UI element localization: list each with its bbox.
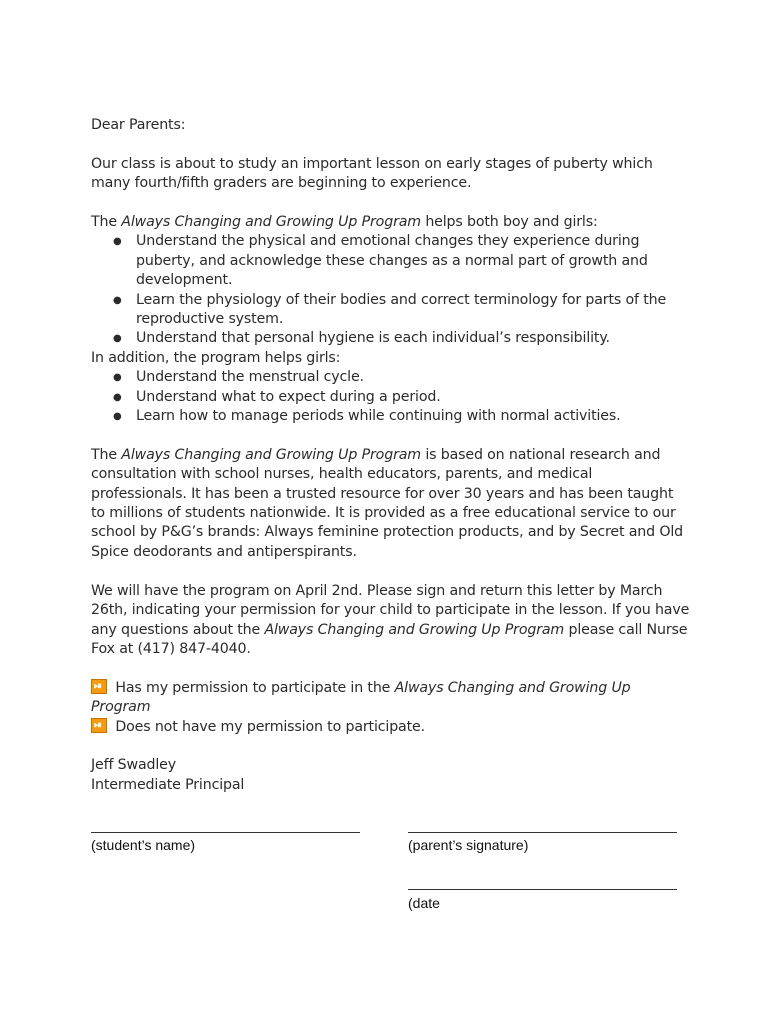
letter-body: [91, 116, 691, 795]
list-item: ● Understand what to expect during a period.: [136, 388, 691, 407]
both-benefits-list: [91, 232, 691, 348]
option-yes-text: Has my permission to participate in the: [111, 679, 395, 696]
checkbox-icon[interactable]: ⏯: [91, 679, 107, 694]
permission-option-no[interactable]: [91, 718, 691, 737]
list-item: ● Understand the menstrual cycle.: [136, 368, 691, 387]
checkbox-icon[interactable]: ⏯: [91, 718, 107, 733]
list-item: ● Learn the physiology of their bodies and correct terminology for parts of the reproductive system.: [136, 291, 691, 330]
program-prefix: The: [91, 214, 122, 230]
background-prefix: The: [91, 446, 122, 463]
student-name-line[interactable]: [91, 832, 360, 833]
signer-title: Intermediate Principal: [91, 776, 245, 793]
girls-intro: In addition, the program helps girls:: [91, 349, 341, 366]
parent-signature-label: (parent’s signature): [408, 837, 529, 853]
background-text: is based on national research and consultation with school nurses, health educators, parents, and medical professionals. It has been a trusted resource for over 30 years and has been taught to millions of students nationwide. It is provided as a free educational service to our school by P&G’s brands: Always feminine protection products, and by Secret and Old Spice deodorants and antiperspirants.: [91, 446, 683, 560]
program-name: Always Changing and Growing Up Program: [121, 446, 421, 463]
schedule-paragraph: [91, 582, 691, 660]
option-no-text: Does not have my permission to participate.: [111, 718, 425, 735]
permission-option-yes[interactable]: [91, 679, 691, 718]
date-line[interactable]: [408, 889, 677, 890]
list-item: ● Understand that personal hygiene is each individual’s responsibility.: [136, 329, 691, 348]
program-paragraph: [91, 213, 691, 232]
background-paragraph: [91, 446, 691, 562]
program-name: Always Changing and Growing Up Program: [264, 621, 565, 638]
girls-benefits-list: [91, 368, 691, 426]
salutation: Dear Parents:: [91, 117, 186, 133]
intro-paragraph: Our class is about to study an important lesson on early stages of puberty which many fourth/fifth graders are beginning to experience.: [91, 155, 653, 192]
contact-text: please call Nurse Fox at (417) 847-4040.: [91, 621, 688, 657]
program-name: Always Changing and Growing Up Program: [91, 679, 631, 716]
signer-name: Jeff Swadley: [91, 757, 176, 774]
list-item: ● Learn how to manage periods while continuing with normal activities.: [136, 407, 691, 426]
schedule-text: We will have the program on April 2nd. Please sign and return this letter by March 26th, indicating your permission for your child to participate in the lesson. If you have any questions about the: [91, 582, 690, 638]
student-name-label: (student’s name): [91, 837, 196, 853]
list-item: ● Understand the physical and emotional changes they experience during puberty, and acknowledge these changes as a normal part of growth and development.: [136, 232, 691, 290]
program-suffix: helps both boy and girls:: [420, 214, 598, 230]
parent-signature-line[interactable]: [408, 832, 677, 833]
program-name: Always Changing and Growing Up Program: [121, 214, 421, 230]
date-label: (date: [408, 895, 440, 911]
